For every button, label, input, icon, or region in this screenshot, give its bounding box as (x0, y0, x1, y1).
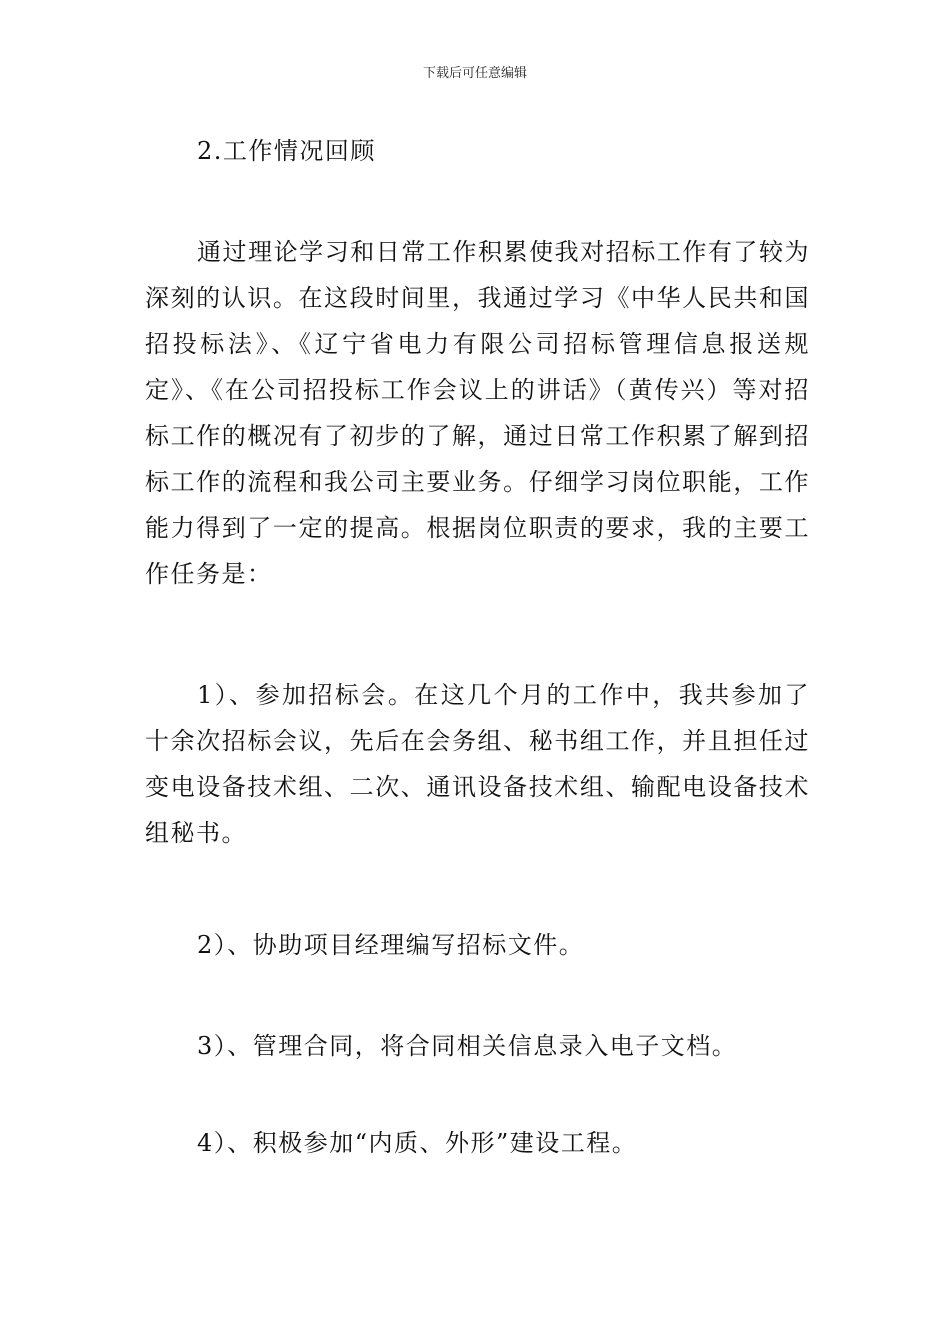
list-item-2: 2）、协助项目经理编写招标文件。 (197, 931, 585, 959)
list-item-4: 4）、积极参加“内质、外形”建设工程。 (197, 1129, 638, 1157)
list-item-1: 1）、参加招标会。在这几个月的工作中，我共参加了十余次招标会议，先后在会务组、秘书组工作，并且担任过变电设备技术组、二次、通讯设备技术组、输配电设备技术组秘书。 (145, 681, 810, 847)
body-paragraph-overview: 通过理论学习和日常工作积累使我对招标工作有了较为深刻的认识。在这段时间里，我通过学习《中华人民共和国招投标法》、《辽宁省电力有限公司招标管理信息报送规定》、《在公司招投标工作会议上的讲话》（黄传兴）等对招标工作的概况有了初步的了解，通过日常工作积累了解到招标工作的流程和我公司主要业务。仔细学习岗位职能，工作能力得到了一定的提高。根据岗位职责的要求，我的主要工作任务是： (145, 238, 810, 588)
list-item-3: 3）、管理合同，将合同相关信息录入电子文档。 (197, 1032, 738, 1060)
section-heading: 2.工作情况回顾 (197, 137, 376, 165)
page-header-note: 下载后可任意编辑 (422, 66, 527, 81)
